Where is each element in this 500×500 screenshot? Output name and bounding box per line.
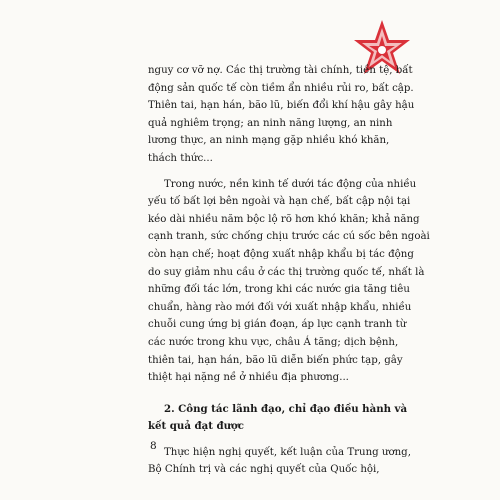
text-line: lương thực, an ninh mạng gặp nhiều khó khăn, [148,135,390,147]
text-line: yếu tố bất lợi bên ngoài và hạn chế, bất cập nội tại [148,196,411,208]
text-line: Thực hiện nghị quyết, kết luận của Trung ương, [164,446,411,458]
text-line: Trong nước, nền kinh tế dưới tác động của nhiều [164,178,417,190]
text-line: do suy giảm nhu cầu ở các thị trường quốc tế, nhất là [148,266,425,278]
text-line: Thiên tai, hạn hán, bão lũ, biến đổi khí hậu gây hậu [148,100,415,112]
text-line: Bộ Chính trị và các nghị quyết của Quốc hội, [148,464,380,476]
page-number: 8 [150,440,157,452]
text-line: nguy cơ vỡ nợ. Các thị trường tài chính, tiền tệ, bất [148,65,413,76]
heading-line: kết quả đạt được [148,420,244,433]
section-heading [148,401,408,436]
text-line: chuẩn, hàng rào mới đối với xuất nhập khẩu, nhiều [148,301,412,313]
text-line: thiệt hại nặng nề ở nhiều địa phương... [148,372,349,384]
text-line: các nước trong khu vực, châu Á tăng; dịch bệnh, [148,336,399,348]
text-line: động sản quốc tế còn tiềm ẩn nhiều rủi ro, bất cập. [148,82,414,94]
text-line: chuỗi cung ứng bị gián đoạn, áp lực cạnh tranh từ [148,319,407,331]
text-line: quả nghiêm trọng; an ninh năng lượng, an ninh [148,117,393,129]
text-line: cạnh tranh, sức chống chịu trước các cú sốc bên ngoài [148,231,430,243]
text-line: thách thức... [148,152,213,164]
paragraph-3 [148,444,411,479]
text-line: còn hạn chế; hoạt động xuất nhập khẩu bị tác động [148,248,414,260]
heading-line: 2. Công tác lãnh đạo, chỉ đạo điều hành và [164,402,408,415]
text-line: thiên tai, hạn hán, bão lũ diễn biến phức tạp, gây [148,354,403,366]
body-text [148,62,430,479]
text-line: kéo dài nhiều năm bộc lộ rõ hơn khó khăn; khả năng [148,213,420,225]
paragraph-2 [148,176,430,387]
text-line: những đối tác lớn, trong khi các nước gia tăng tiêu [148,284,410,296]
paragraph-1 [148,62,415,168]
